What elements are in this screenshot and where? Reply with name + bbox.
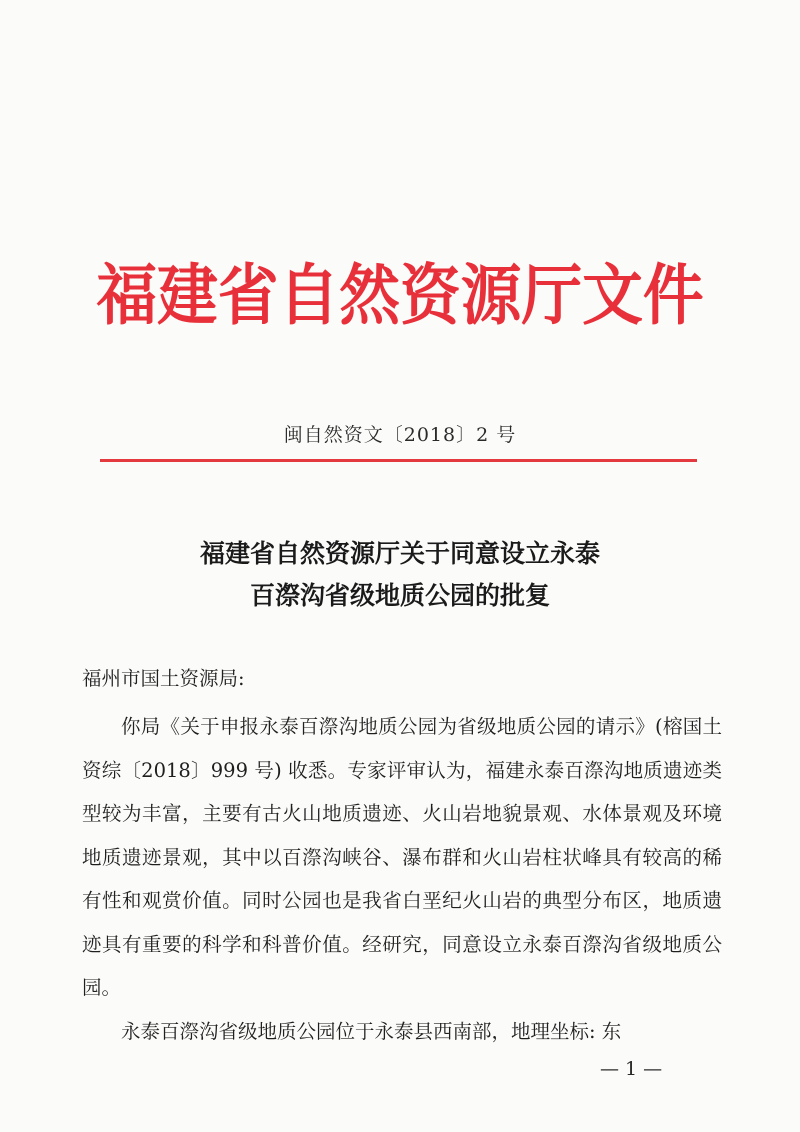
page-number: — 1 — [600,1058,663,1080]
recipient-line: 福州市国土资源局: [82,667,245,690]
body-paragraph-1: 你局《关于申报永泰百漈沟地质公园为省级地质公园的请示》(榕国土资综〔2018〕999 号) 收悉。专家评审认为，福建永泰百漈沟地质遗迹类型较为丰富，主要有古火山地质遗迹、火山岩地貌景观、水体景观及环境地质遗迹景观，其中以百漈沟峡谷、瀑布群和火山岩柱状峰具有较高的稀有性和观赏价值。同时公园也是我省白垩纪火山岩的典型分布区，地质遗迹具有重要的科学和科普价值。经研究，同意设立永泰百漈沟省级地质公园。 [82,715,722,999]
document-title-line-2: 百漈沟省级地质公园的批复 [249,581,550,610]
masthead-title: 福建省自然资源厅文件 [96,256,704,334]
document-number: 闽自然资文〔2018〕2 号 [283,424,517,446]
body-text [82,705,722,1053]
red-divider-line [100,459,697,462]
body-paragraph-2: 永泰百漈沟省级地质公园位于永泰县西南部，地理坐标: 东 [121,1019,622,1043]
document-title-line-1: 福建省自然资源厅关于同意设立永泰 [199,539,600,568]
document-title [0,533,800,617]
